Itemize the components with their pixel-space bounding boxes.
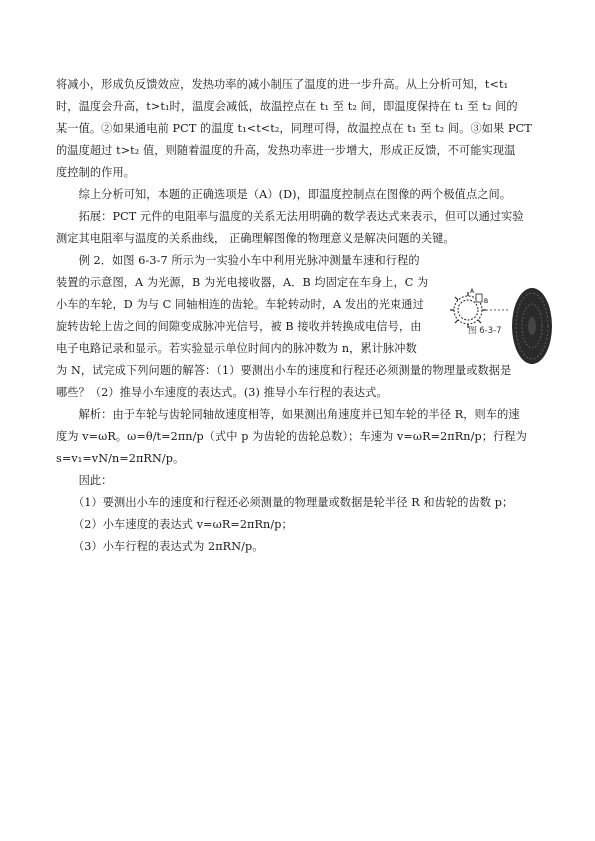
wheel-icon [512, 288, 552, 364]
text-line: 例 2．如图 6-3-7 所示为一实验小车中利用光脉冲测量车速和行程的 [56, 254, 420, 267]
paragraph-analysis [56, 74, 540, 250]
text-line: 解析：由于车轮与齿轮同轴故速度相等，如果测出角速度并已知车轮的半径 R，则车的速 [56, 408, 520, 421]
paragraph-solution [56, 360, 540, 558]
text-line: 的温度超过 t>t₂ 值，则随着温度的升高，发热功率进一步增大，形成正反馈，不可能实现温 [56, 144, 516, 157]
figure-caption: 图 6-3-7 [468, 326, 502, 336]
text-line: （2）小车速度的表达式 v=ωR=2πRn/p； [56, 518, 293, 531]
text-line: 因此： [56, 474, 113, 487]
text-line: 度控制的作用。 [56, 166, 136, 179]
text-line: 某一值。②如果通电前 PCT 的温度 t₁<t<t₂，同理可得，故温控点在 t₁ 至 t₂ 间。③如果 PCT [56, 122, 532, 135]
text-line: （1）要测出小车的速度和行程还必须测量的物理量或数据是轮半径 R 和齿轮的齿数 p； [56, 496, 514, 509]
text-line: 测定其电阻率与温度的关系曲线， 正确理解图像的物理意义是解决问题的关键。 [56, 232, 455, 245]
text-line: 小车的车轮，D 为与 C 同轴相连的齿轮。车轮转动时，A 发出的光束通过 [56, 298, 424, 311]
text-line: 度为 v=ωR。ω=θ/t=2πn/p（式中 p 为齿轮的齿轮总数）；车速为 v=ωR=2πRn/p；行程为 [56, 430, 527, 443]
text-line: 旋转齿轮上齿之间的间隙变成脉冲光信号，被 B 接收并转换成电信号，由 [56, 320, 422, 333]
text-line: （3）小车行程的表达式为 2πRN/p。 [56, 540, 264, 553]
text-line: s=v₁=vN/n=2πRN/p。 [56, 452, 185, 465]
label-a: A [470, 288, 475, 295]
text-line: 电子电路记录和显示。若实验显示单位时间内的脉冲数为 n，累计脉冲数 [56, 342, 417, 355]
text-line: 拓展：PCT 元件的电阻率与温度的关系无法用明确的数学表达式来表示，但可以通过实验 [56, 210, 524, 223]
text-line: 哪些？（2）推导小车速度的表达式。(3) 推导小车行程的表达式。 [56, 386, 388, 399]
text-line: 装置的示意图，A 为光源，B 为光电接收器，A．B 均固定在车身上，C 为 [56, 276, 429, 289]
paragraph-example [56, 250, 446, 360]
text-line: 将减小，形成负反馈效应，发热功率的减小制压了温度的进一步升高。从上分析可知，t<t₁ [56, 78, 509, 91]
light-source-block [476, 294, 482, 302]
text-line: 时，温度会升高，t>t₁时，温度会减低，故温控点在 t₁ 至 t₂ 间，即温度保持在 t₁ 至 t₂ 间的 [56, 100, 518, 113]
label-b: B [484, 298, 489, 305]
text-line: 为 N，试完成下列问题的解答：（1）要测出小车的速度和行程还必须测量的物理量或数据是 [56, 364, 512, 377]
text-line: 综上分析可知，本题的正确选项是（A）(D)，即温度控制点在图像的两个极值点之间。 [56, 188, 512, 201]
